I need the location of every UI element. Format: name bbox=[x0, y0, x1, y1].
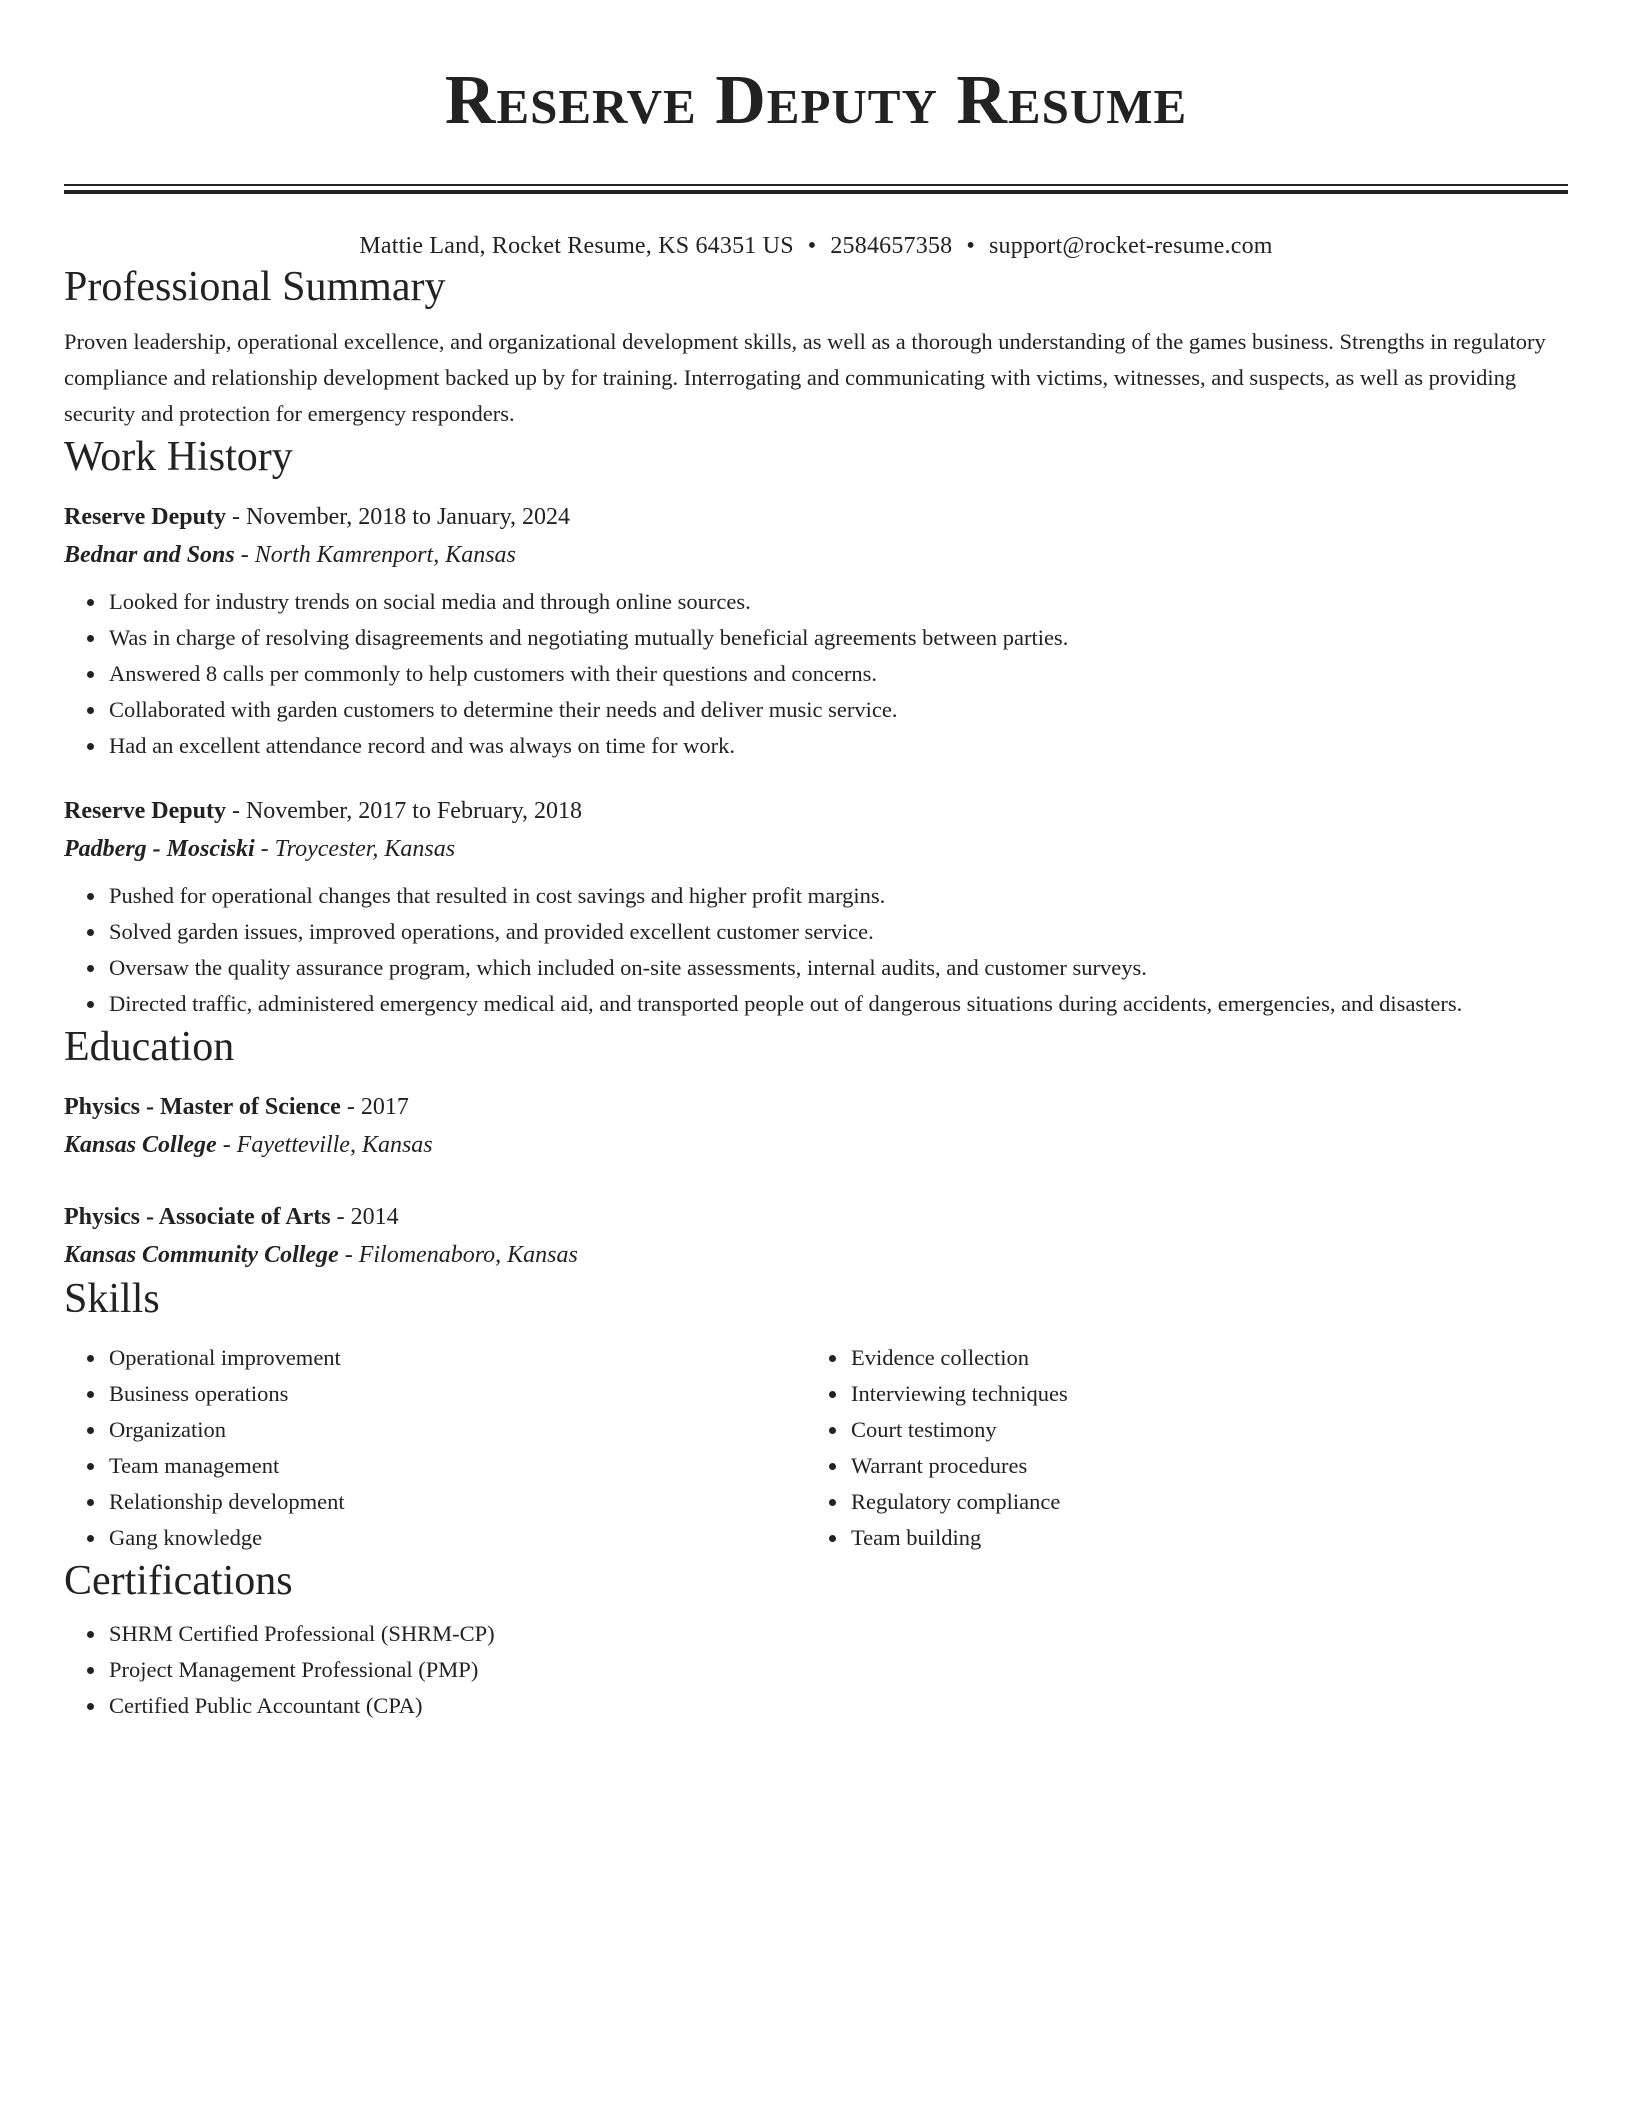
skills-list bbox=[806, 1340, 1548, 1556]
list-item: • Collaborated with garden customers to determine their needs and deliver music service. bbox=[107, 692, 1568, 728]
summary-text: Proven leadership, operational excellence, and organizational development skills, as well as a thorough understanding of the games business. Strengths in regulatory compliance and relationship development backed up by for training. Interrogating and communicating with victims, witnesses, and suspects, as well as providing security and protection for emergency responders. bbox=[64, 329, 1546, 426]
job-bullets bbox=[64, 584, 1568, 764]
list-item: • Oversaw the quality assurance program, which included on-site assessments, internal audits, and customer surveys. bbox=[107, 950, 1568, 986]
school-location: - Fayetteville, Kansas bbox=[216, 1132, 433, 1158]
degree-year: - 2014 bbox=[330, 1204, 399, 1230]
list-item: • Answered 8 calls per commonly to help customers with their questions and concerns. bbox=[107, 656, 1568, 692]
list-item: • Pushed for operational changes that resulted in cost savings and higher profit margins. bbox=[107, 878, 1568, 914]
skill-item: • Relationship development bbox=[107, 1484, 806, 1520]
skill-item: • Court testimony bbox=[849, 1412, 1548, 1448]
work-history-heading: Work History bbox=[64, 434, 293, 480]
degree-line bbox=[64, 1088, 1568, 1126]
certification-item: • Project Management Professional (PMP) bbox=[107, 1652, 1568, 1688]
job-title: Reserve Deputy bbox=[64, 798, 226, 824]
school: Kansas Community College bbox=[64, 1242, 339, 1268]
job-bullets bbox=[64, 878, 1568, 1022]
education-entry bbox=[64, 1198, 1568, 1274]
list-item: • Directed traffic, administered emergency medical aid, and transported people out of dangerous situations during accidents, emergencies, and disasters. bbox=[107, 986, 1568, 1022]
certifications-heading: Certifications bbox=[64, 1558, 293, 1604]
job-title-line bbox=[64, 498, 1568, 536]
skill-item: • Regulatory compliance bbox=[849, 1484, 1548, 1520]
school-line bbox=[64, 1126, 1568, 1164]
school: Kansas College bbox=[64, 1132, 217, 1158]
skill-item: • Organization bbox=[107, 1412, 806, 1448]
education-entry bbox=[64, 1088, 1568, 1164]
degree: Physics - Master of Science bbox=[64, 1094, 341, 1120]
degree-line bbox=[64, 1198, 1568, 1236]
contact-address: Mattie Land, Rocket Resume, KS 64351 US bbox=[359, 233, 794, 259]
school-location: - Filomenaboro, Kansas bbox=[338, 1242, 578, 1268]
skill-item: • Interviewing techniques bbox=[849, 1376, 1548, 1412]
summary-heading: Professional Summary bbox=[64, 264, 446, 310]
certification-item: • SHRM Certified Professional (SHRM-CP) bbox=[107, 1616, 1568, 1652]
job-entry bbox=[64, 498, 1568, 764]
skills-column-right bbox=[806, 1340, 1548, 1556]
skills-list bbox=[64, 1340, 806, 1556]
contact-line bbox=[64, 230, 1568, 262]
contact-separator: • bbox=[966, 233, 975, 259]
job-company: Padberg - Mosciski bbox=[64, 836, 255, 862]
skill-item: • Business operations bbox=[107, 1376, 806, 1412]
job-dates: - November, 2017 to February, 2018 bbox=[225, 798, 583, 824]
skill-item: • Gang knowledge bbox=[107, 1520, 806, 1556]
contact-separator: • bbox=[807, 233, 817, 259]
list-item: • Had an excellent attendance record and was always on time for work. bbox=[107, 728, 1568, 764]
degree-year: - 2017 bbox=[340, 1094, 409, 1120]
degree: Physics - Associate of Arts bbox=[64, 1204, 331, 1230]
job-company-line bbox=[64, 536, 1568, 574]
skills-column-left bbox=[64, 1340, 806, 1556]
list-item: • Was in charge of resolving disagreements and negotiating mutually beneficial agreements between parties. bbox=[107, 620, 1568, 656]
job-entry bbox=[64, 792, 1568, 1022]
skill-item: • Warrant procedures bbox=[849, 1448, 1548, 1484]
school-line bbox=[64, 1236, 1568, 1274]
job-title-line bbox=[64, 792, 1568, 830]
job-company: Bednar and Sons bbox=[64, 542, 235, 568]
education-heading: Education bbox=[64, 1024, 235, 1070]
skill-item: • Team building bbox=[849, 1520, 1548, 1556]
job-dates: - November, 2018 to January, 2024 bbox=[225, 504, 571, 530]
skills-columns bbox=[64, 1340, 1568, 1556]
skills-heading: Skills bbox=[64, 1276, 160, 1322]
skill-item: • Evidence collection bbox=[849, 1340, 1548, 1376]
title-double-rule bbox=[64, 184, 1568, 194]
resume-title: Reserve Deputy Resume bbox=[444, 62, 1188, 139]
certification-item: • Certified Public Accountant (CPA) bbox=[107, 1688, 1568, 1724]
contact-phone: 2584657358 bbox=[830, 233, 953, 259]
job-location: - North Kamrenport, Kansas bbox=[234, 542, 516, 568]
contact-email: support@rocket-resume.com bbox=[988, 233, 1273, 259]
skill-item: • Operational improvement bbox=[107, 1340, 806, 1376]
job-title: Reserve Deputy bbox=[64, 504, 226, 530]
list-item: • Looked for industry trends on social media and through online sources. bbox=[107, 584, 1568, 620]
job-company-line bbox=[64, 830, 1568, 868]
job-location: - Troycester, Kansas bbox=[254, 836, 456, 862]
list-item: • Solved garden issues, improved operations, and provided excellent customer service. bbox=[107, 914, 1568, 950]
skill-item: • Team management bbox=[107, 1448, 806, 1484]
certifications-list bbox=[64, 1616, 1568, 1724]
